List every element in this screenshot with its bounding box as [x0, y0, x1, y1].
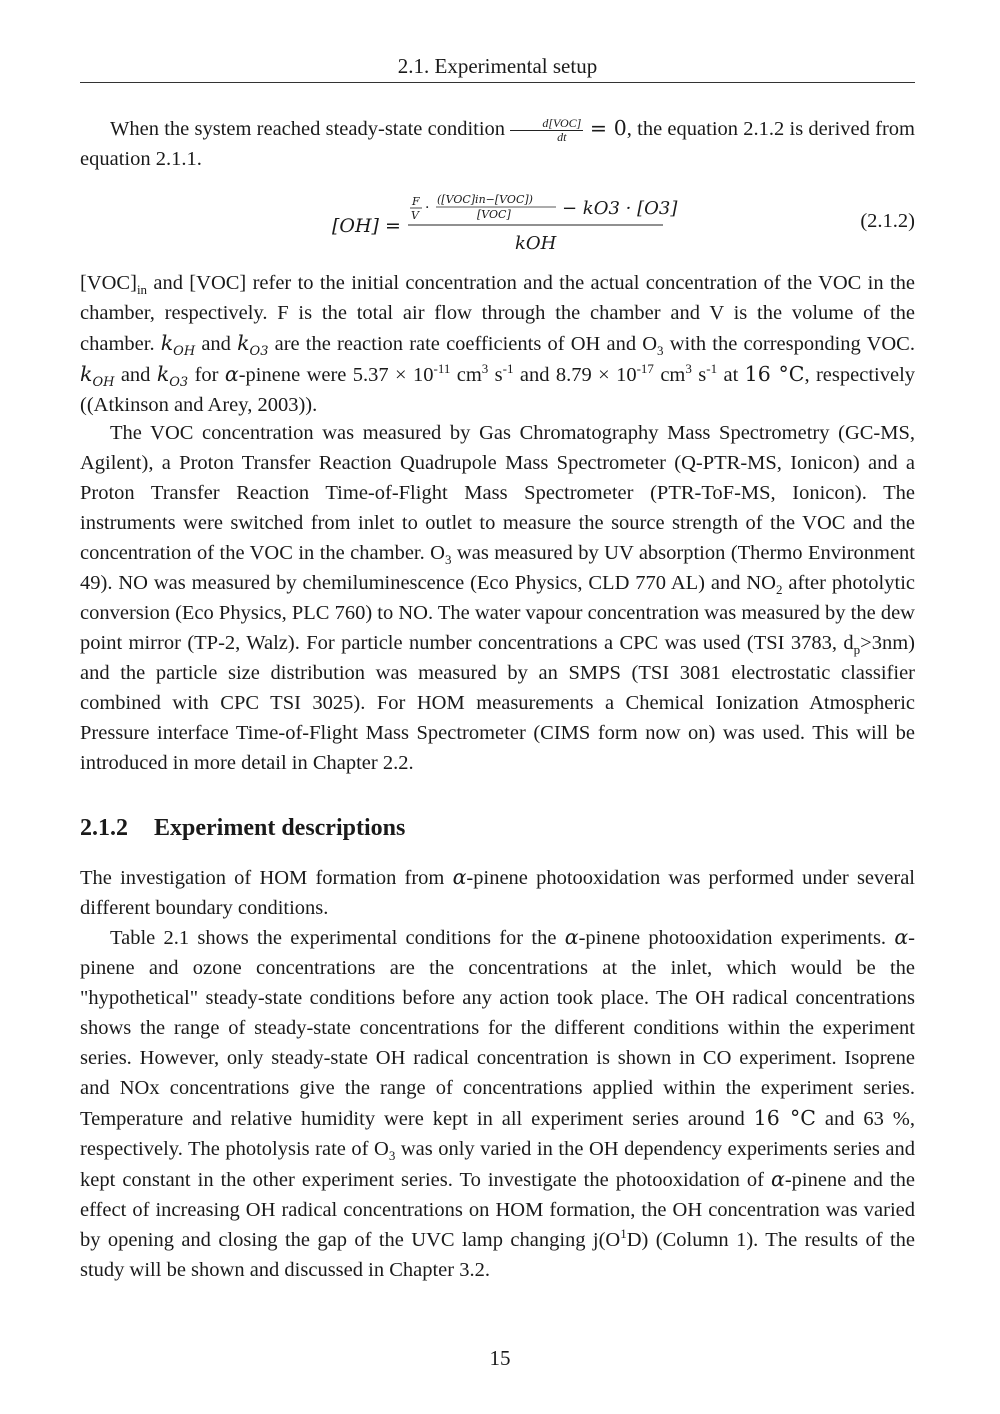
equation-2-1-2 — [80, 188, 915, 256]
eq-inner-num: ([VOC]in−[VOC]) — [437, 193, 533, 206]
inline-fraction: $\frac{\text{d[VOC]}}{dt}$ — [510, 117, 583, 144]
eq-inner-den: [VOC] — [477, 208, 511, 221]
eq-denominator: kOH — [515, 233, 557, 254]
paragraph-instruments: The VOC concentration was measured by Gas Chromatography Mass Spectrometry (GC-MS, Agilent), a Proton Transfer Reaction Quadrupole Mass Spectrometer (Q-PTR-MS, Ionicon) and a Proton Transfer Reaction Time-of-Flight Mass Spectrometer (PTR-ToF-MS, Ionicon). The instruments were switched from inlet to outlet to measure the source strength of the VOC and the concentration of the VOC in the chamber. $O_3$ was measured by UV absorption (Thermo Environment 49). NO was measured by chemiluminescence (Eco Physics, CLD 770 AL) and $NO_2$ after photolytic conversion (Eco Physics, PLC 760) to NO. The water vapour concentration was measured by the dew point mirror (TP-2, Walz). For particle number concentrations a CPC was used (TSI 3783, $d_p>3nm$) and the particle size distribution was measured by an SMPS (TSI 3081 electrostatic classifier combined with CPC TSI 3025). For HOM measurements a Chemical Ionization Atmospheric Pressure interface Time-of-Flight Mass Spectrometer (CIMS form now on) was used. This will be introduced in more detail in Chapter 2.2. — [80, 422, 916, 774]
equation-number: (2.1.2) — [860, 210, 915, 232]
eq-lhs: [OH] = — [332, 215, 401, 237]
equation-svg — [80, 188, 780, 256]
page-number: 15 — [489, 1346, 511, 1370]
section-title: Experiment descriptions — [154, 815, 406, 841]
paragraph-variables: $[VOC]_{in}$ and [VOC] refer to the initial concentration and the actual concentration of the VOC in the chamber, respectively. F is the total air flow through the chamber and V is the volume of the chamber. $k_{OH}$ and $k_{O3}$ are the reaction rate coefficients of OH and $O_3$ with the corresponding VOC. $k_{OH}$ and $k_{O3}$ for α-pinene were $5.37 \times 10^{-11}$ $cm^3$ $s^{-1}$ and $8.79 \times 10^{-17}$ $cm^3$ $s^{-1}$ at 16 °C, respectively ((Atkinson and Arey, 2003)). — [80, 272, 916, 416]
paragraph-investigation: The investigation of HOM formation from α-pinene photooxidation was performed under several different boundary conditions. — [80, 865, 915, 919]
running-header — [80, 52, 915, 83]
eq-f: F — [412, 195, 420, 208]
section-heading — [80, 815, 405, 842]
section-number: 2.1.2 — [80, 815, 128, 841]
eq-dot: · — [425, 200, 430, 216]
eq-rest: − kO3 · [O3] — [562, 198, 678, 219]
paragraph-table-description: Table 2.1 shows the experimental conditions for the α-pinene photooxidation experiments. α-pinene and ozone concentrations are the concentrations at the inlet, which would be the "hypothetical" steady-state conditions before any action took place. The OH radical concentrations shows the range of steady-state concentrations for the different conditions within the experiment series. However, only steady-state OH radical concentration is shown in CO experiment. Isoprene and NOx concentrations give the range of concentrations applied within the experiment series. Temperature and relative humidity were kept in all experiment series around 16 °C and 63 %, respectively. The photolysis rate of $O_3$ was only varied in the OH dependency experiments series and kept constant in the other experiment series. To investigate the photooxidation of α-pinene and the effect of increasing OH radical concentrations on HOM formation, the OH concentration was varied by opening and closing the gap of the UVC lamp changing $j(O^1D)$ (Column 1). The results of the study will be shown and discussed in Chapter 3.2. — [80, 925, 916, 1281]
intro-paragraph: When the system reached steady-state condition $\frac{\text{d[VOC]}}{dt}$ = 0, the equation 2.1.2 is derived from equation 2.1.1. — [80, 115, 915, 170]
running-title: 2.1. Experimental setup — [397, 54, 598, 78]
eq-v: V — [411, 209, 419, 222]
